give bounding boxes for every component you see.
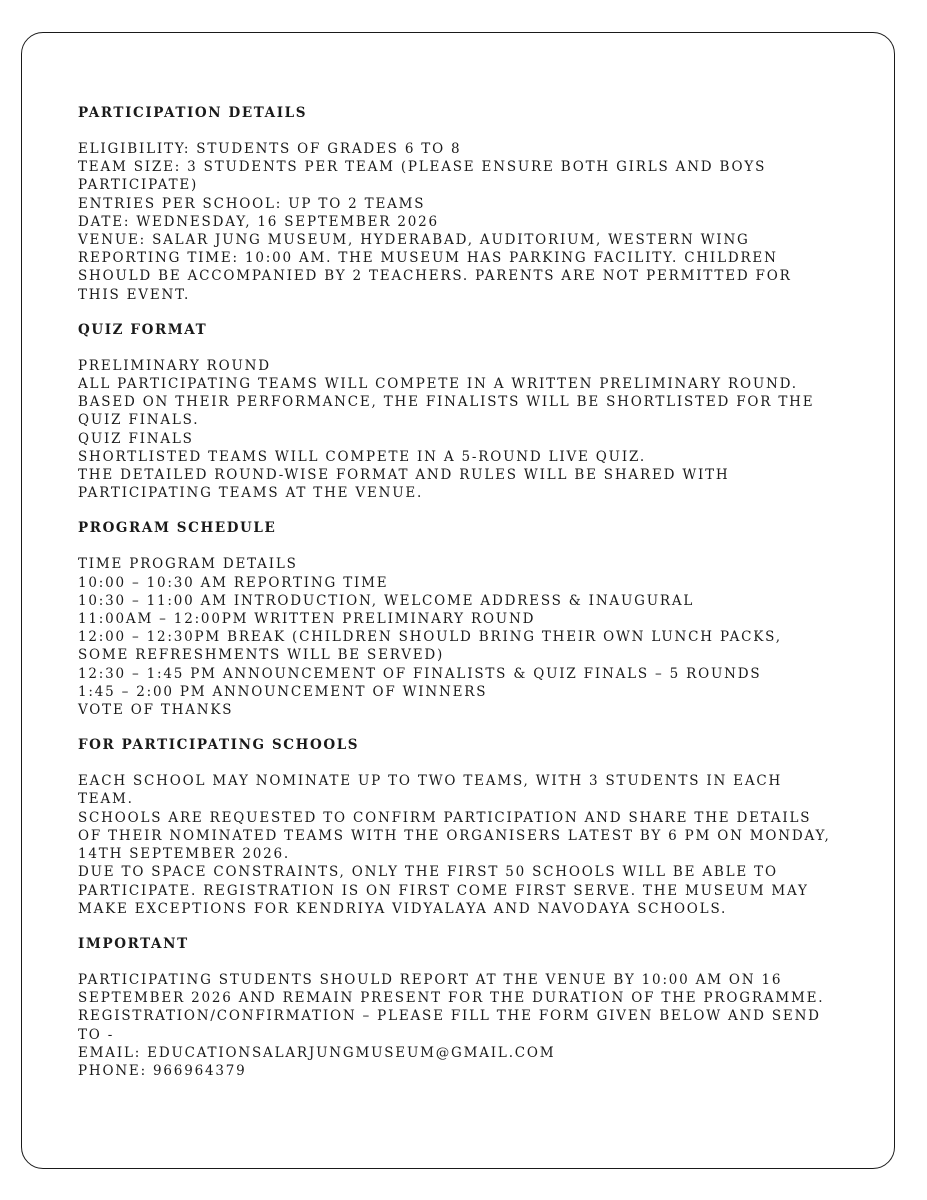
- section-body: [78, 772, 868, 918]
- text-line: EACH SCHOOL MAY NOMINATE UP TO TWO TEAMS, WITH 3 STUDENTS IN EACH: [78, 773, 783, 790]
- text-line: SEPTEMBER 2026 AND REMAIN PRESENT FOR THE DURATION OF THE PROGRAMME.: [78, 990, 825, 1007]
- text-line: PRELIMINARY ROUND: [78, 357, 271, 374]
- text-line: SHOULD BE ACCOMPANIED BY 2 TEACHERS. PARENTS ARE NOT PERMITTED FOR: [78, 268, 792, 285]
- section-body: [78, 971, 868, 1080]
- text-line: OF THEIR NOMINATED TEAMS WITH THE ORGANISERS LATEST BY 6 PM ON MONDAY,: [78, 827, 831, 844]
- section-title: PROGRAM SCHEDULE: [78, 520, 277, 537]
- text-line: 12:30 – 1:45 PM ANNOUNCEMENT OF FINALISTS & QUIZ FINALS – 5 ROUNDS: [78, 665, 762, 682]
- text-line: REPORTING TIME: 10:00 AM. THE MUSEUM HAS PARKING FACILITY. CHILDREN: [78, 250, 778, 267]
- text-line: PARTICIPATING TEAMS AT THE VENUE.: [78, 485, 424, 502]
- text-line: 10:00 – 10:30 AM REPORTING TIME: [78, 574, 389, 591]
- section-program-schedule: [78, 519, 868, 719]
- section-for-participating-schools: [78, 736, 868, 918]
- text-line: ELIGIBILITY: STUDENTS OF GRADES 6 TO 8: [78, 141, 462, 157]
- text-line: TIME PROGRAM DETAILS: [78, 556, 298, 573]
- text-line: VENUE: SALAR JUNG MUSEUM, HYDERABAD, AUDITORIUM, WESTERN WING: [78, 232, 750, 249]
- text-line: 12:00 – 12:30PM BREAK (CHILDREN SHOULD BRING THEIR OWN LUNCH PACKS,: [78, 629, 782, 646]
- text-line: THE DETAILED ROUND-WISE FORMAT AND RULES WILL BE SHARED WITH: [78, 467, 730, 484]
- text-line: SHORTLISTED TEAMS WILL COMPETE IN A 5-ROUND LIVE QUIZ.: [78, 448, 647, 465]
- phone-line: PHONE: 966964379: [78, 1062, 247, 1079]
- text-line: QUIZ FINALS: [78, 430, 194, 447]
- text-line: 11:00AM – 12:00PM WRITTEN PRELIMINARY ROUND: [78, 611, 536, 628]
- document-content: [78, 104, 868, 1097]
- text-line: VOTE OF THANKS: [78, 702, 234, 719]
- text-line: ENTRIES PER SCHOOL: UP TO 2 TEAMS: [78, 195, 426, 212]
- text-line: SCHOOLS ARE REQUESTED TO CONFIRM PARTICIPATION AND SHARE THE DETAILS: [78, 809, 812, 826]
- text-line: MAKE EXCEPTIONS FOR KENDRIYA VIDYALAYA AND NAVODAYA SCHOOLS.: [78, 900, 728, 917]
- section-title: QUIZ FORMAT: [78, 321, 208, 338]
- text-line: 1:45 – 2:00 PM ANNOUNCEMENT OF WINNERS: [78, 683, 488, 700]
- section-quiz-format: [78, 321, 868, 503]
- section-body: [78, 555, 868, 719]
- text-line: BASED ON THEIR PERFORMANCE, THE FINALISTS WILL BE SHORTLISTED FOR THE: [78, 394, 815, 411]
- text-line: TO -: [78, 1026, 115, 1043]
- text-line: 14TH SEPTEMBER 2026.: [78, 846, 290, 863]
- section-body: [78, 140, 868, 304]
- text-line: SOME REFRESHMENTS WILL BE SERVED): [78, 647, 445, 664]
- text-line: ALL PARTICIPATING TEAMS WILL COMPETE IN A WRITTEN PRELIMINARY ROUND.: [78, 376, 798, 393]
- text-line: TEAM.: [78, 791, 134, 808]
- section-important: [78, 935, 868, 1080]
- email-line[interactable]: EMAIL: EDUCATIONSALARJUNGMUSEUM@GMAIL.COM: [78, 1044, 556, 1061]
- text-line: THIS EVENT.: [78, 286, 191, 303]
- section-participation-details: [78, 104, 868, 304]
- text-line: 10:30 – 11:00 AM INTRODUCTION, WELCOME ADDRESS & INAUGURAL: [78, 592, 695, 609]
- section-title: FOR PARTICIPATING SCHOOLS: [78, 737, 360, 754]
- text-line: PARTICIPATING STUDENTS SHOULD REPORT AT THE VENUE BY 10:00 AM ON 16: [78, 971, 783, 988]
- text-line: PARTICIPATE. REGISTRATION IS ON FIRST COME FIRST SERVE. THE MUSEUM MAY: [78, 882, 809, 899]
- section-body: [78, 357, 868, 503]
- section-title: PARTICIPATION DETAILS: [78, 105, 308, 121]
- text-line: PARTICIPATE): [78, 177, 199, 194]
- text-line: DUE TO SPACE CONSTRAINTS, ONLY THE FIRST 50 SCHOOLS WILL BE ABLE TO: [78, 864, 778, 881]
- section-title: IMPORTANT: [78, 935, 189, 952]
- text-line: REGISTRATION/CONFIRMATION – PLEASE FILL THE FORM GIVEN BELOW AND SEND: [78, 1008, 821, 1025]
- text-line: DATE: WEDNESDAY, 16 SEPTEMBER 2026: [78, 213, 439, 230]
- text-line: TEAM SIZE: 3 STUDENTS PER TEAM (PLEASE ENSURE BOTH GIRLS AND BOYS: [78, 159, 767, 176]
- text-line: QUIZ FINALS.: [78, 412, 200, 429]
